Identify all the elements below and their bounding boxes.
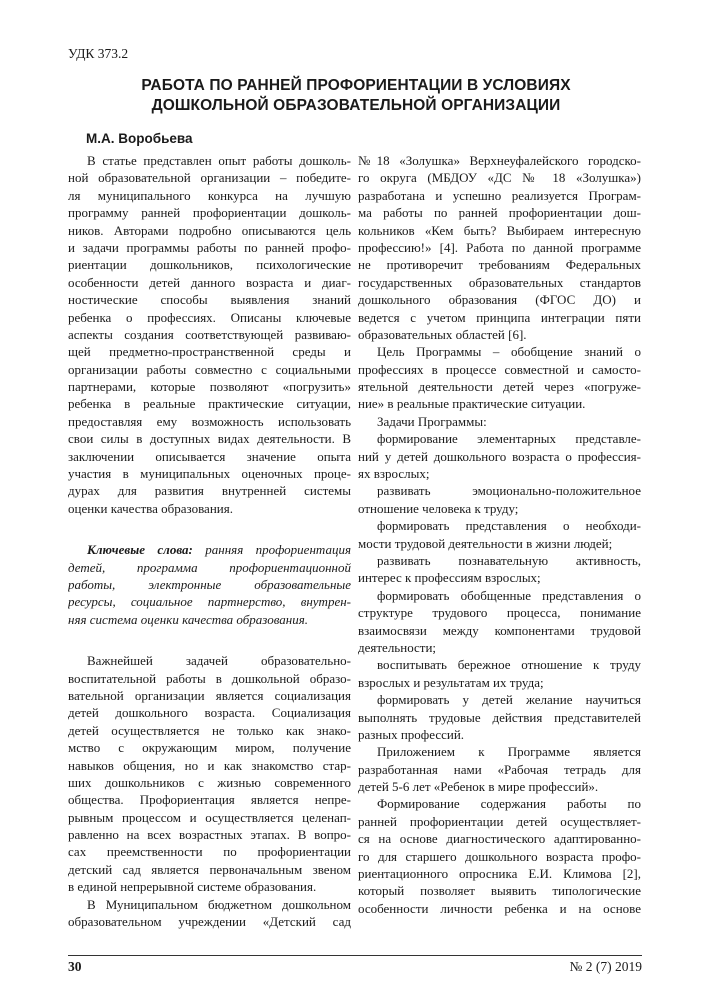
text-line: воспитывать бережное отношение к труду	[377, 657, 641, 673]
task-item	[358, 587, 641, 657]
text-line: детей осуществляется не только как знако-	[68, 722, 351, 738]
keywords-label: Ключевые слова:	[87, 542, 193, 558]
keywords	[68, 541, 351, 628]
text-line: Формирование содержания работы по	[377, 796, 641, 812]
text-line: Цель Программы – обобщение знаний о	[377, 344, 641, 360]
text-line: №18 «Золушка» Верхнеуфалейского городско-	[358, 153, 641, 168]
footer-rule	[68, 955, 642, 956]
body-paragraph	[358, 152, 641, 343]
page-number: 30	[68, 959, 82, 974]
text-line: разработана и успешно реализуется Програм-	[358, 187, 641, 203]
text-line: ресурсы, социальное партнерство, внутрен-	[68, 594, 351, 610]
text-line: ших дошкольников с жизнью современного	[68, 774, 351, 790]
text-line: мости трудовой деятельности в жизни людей;	[358, 535, 613, 551]
text-line: ятельной деятельности детей через «погруже-	[358, 379, 641, 395]
text-line: взаимосвязи между компонентами трудовой	[358, 622, 641, 638]
text-line: ние» в реальные практические ситуации.	[358, 396, 586, 412]
task-item	[358, 482, 641, 517]
text-line: дошкольного образования (ФГОС ДО) и	[358, 292, 641, 308]
text-line: аспекты создания соответствующей развиваю-	[68, 326, 351, 342]
text-line: мство с окружающим миром, получение	[68, 740, 351, 756]
author-name: М.А. Воробьева	[86, 131, 193, 146]
task-item	[358, 430, 641, 482]
text-line: общества. Профориентация является непре-	[68, 792, 351, 808]
text-line: ников. Авторами подробно описываются цель	[68, 222, 351, 238]
text-line: который позволяет выявить типологические	[358, 883, 641, 899]
text-line: сах преемственности по профориентации	[68, 844, 351, 860]
udk-code: УДК 373.2	[68, 46, 129, 61]
right-column	[358, 152, 641, 917]
abstract	[68, 152, 351, 517]
text-line: структуре трудового процесса, понимание	[358, 605, 641, 621]
text-line: ся на основе диагностического адаптированно-	[358, 831, 641, 847]
text-line: равленно на всех возрастных этапах. В вопро-	[68, 827, 351, 843]
text-line: взрослых и результатам их труда;	[358, 674, 544, 690]
text-line: воспитательной работы в дошкольной образо-	[68, 670, 351, 686]
text-line: навыков общения, но и как знакомство стар-	[68, 757, 351, 773]
text-line: го для старшего дошкольного возраста профо-	[358, 848, 641, 864]
text-line: кольников «Кем быть? Выбираем интересную	[358, 222, 641, 238]
text-line: детский сад является первоначальным звеном	[68, 861, 351, 877]
body-paragraph	[68, 652, 351, 895]
text-line: дурах для развития внутренней системы	[68, 483, 351, 499]
text-line: разработанная нами «Рабочая тетрадь для	[358, 761, 641, 777]
goal-paragraph	[358, 343, 641, 413]
text-line: формировать представления о необходи-	[377, 518, 641, 534]
text-line: ях взрослых;	[358, 466, 430, 482]
text-line: вательной организации является социализация	[68, 687, 351, 703]
text-line: государственных образовательных стандартов	[358, 274, 641, 290]
text-line: формирование элементарных представле-	[377, 431, 641, 447]
keywords-text: ранняя профориентация	[192, 542, 351, 558]
text-line: В статье представлен опыт работы дошколь-	[87, 153, 351, 168]
text-line: работы, электронные образовательные	[68, 576, 351, 592]
text-line: деятельности;	[358, 639, 437, 655]
text-line: особенности личности ребенка и на основе	[358, 900, 641, 916]
task-item	[358, 656, 641, 691]
text-line: ностические способы выявления знаний	[68, 292, 351, 308]
text-line: ведется с учетом принципа интеграции пяти	[358, 309, 641, 325]
left-column	[68, 152, 351, 930]
text-line: Приложением к Программе является	[377, 744, 641, 760]
text-line: формировать обобщенные представления о	[377, 587, 641, 603]
text-line: программу ранней профориентации дошколь-	[68, 205, 351, 221]
text-line: ребенка о профессиях. Описаны ключевые	[68, 309, 351, 325]
text-line: риентационного опросника Е.И. Климова [2],	[358, 866, 641, 882]
text-line: детей дошкольного возраста. Социализация	[68, 705, 351, 721]
text-line: профессию!» [4]. Работа по данной программе	[358, 239, 641, 255]
text-line: детей 5-6 лет «Ребенок в мире профессий».	[358, 779, 599, 795]
text-line: ний у детей дошкольного возраста о профессия-	[358, 448, 641, 464]
text-line: риентации дошкольников, психологические	[68, 257, 351, 273]
text-line: отношение человека к труду;	[358, 500, 519, 516]
text-line: образовательных областей [6].	[358, 326, 527, 342]
text-line: развивать познавательную активность,	[377, 552, 641, 568]
text-line: формировать у детей желание научиться	[377, 692, 641, 708]
title-line: РАБОТА ПО РАННЕЙ ПРОФОРИЕНТАЦИИ В УСЛОВИЯХ	[141, 77, 571, 94]
text-line: ребенка в реальные практические ситуации,	[68, 396, 351, 412]
text-line: организации работы совместно с социальными	[68, 361, 351, 377]
text-line: В Муниципальном бюджетном дошкольном	[87, 896, 351, 912]
text-line: ранней профориентации детей осуществляет-	[358, 813, 641, 829]
text-line: выполнять трудовые действия представителей	[358, 709, 641, 725]
text-line: в единой непрерывной системе образования.	[68, 879, 317, 895]
text-line: свои силы в доступных видах деятельности. В	[68, 431, 351, 447]
text-line: предоставляя ему возможность использовать	[68, 413, 351, 429]
text-line: образовательном учреждении «Детский сад	[68, 914, 351, 930]
text-line: го округа (МБДОУ «ДС № 18 «Золушка»)	[358, 170, 641, 186]
text-line: и задачи программы работы по ранней профо-	[68, 239, 351, 255]
keywords-lines	[68, 559, 351, 629]
title-line: ДОШКОЛЬНОЙ ОБРАЗОВАТЕЛЬНОЙ ОРГАНИЗАЦИИ	[151, 97, 561, 114]
text-line: Важнейшей задачей образовательно-	[87, 653, 351, 669]
text-line: партнерами, которые позволяют «погрузить»	[68, 379, 351, 395]
text-line: няя система оценки качества образования.	[68, 611, 308, 627]
text-line: щей предметно-пространственной среды и	[68, 344, 351, 360]
issue-number: № 2 (7) 2019	[569, 959, 642, 974]
body-paragraph	[358, 743, 641, 795]
text-line: рывным процессом и осуществляется целенап-	[68, 809, 351, 825]
body-paragraph	[68, 896, 351, 931]
text-line: профессиях в процессе совместной и самосто-	[358, 361, 641, 377]
text-line: участия в муниципальных оценочных проце-	[68, 466, 351, 482]
body-paragraph	[358, 795, 641, 917]
text-line: ля муниципального конкурса на лучшую	[68, 187, 351, 203]
task-item	[358, 517, 641, 552]
text-line: интерес к профессиям взрослых;	[358, 570, 541, 586]
text-line: особенности детей данного возраста и диаг-	[68, 274, 351, 290]
task-item	[358, 552, 641, 587]
keywords-first-line	[68, 541, 351, 558]
text-line: ма работы по ранней профориентации дош-	[358, 205, 641, 221]
text-line: развивать эмоционально-положительное	[377, 483, 641, 499]
article-title	[100, 76, 612, 116]
text-line: оценки качества образования.	[68, 500, 233, 516]
text-line: заключении описывается значение опыта	[68, 448, 351, 464]
text-line: разных профессий.	[358, 726, 465, 742]
text-line: ной образовательной организации – победите-	[68, 170, 351, 186]
text-line: не противоречит требованиям Федеральных	[358, 257, 641, 273]
task-item	[358, 691, 641, 743]
text-line: детей, программа профориентационной	[68, 559, 351, 575]
tasks-heading: Задачи Программы:	[377, 413, 487, 429]
